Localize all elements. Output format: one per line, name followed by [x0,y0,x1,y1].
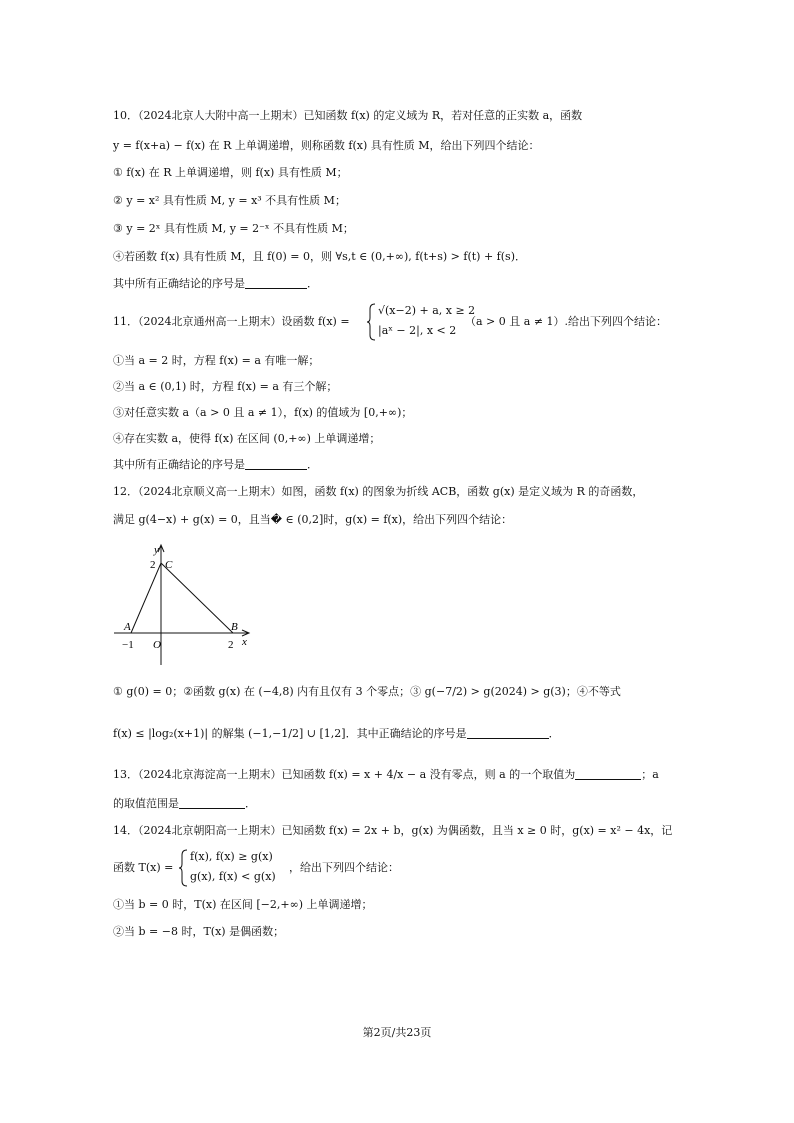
x-axis-label: x [242,636,247,648]
q12-line4: f(x) ≤ |log₂(x+1)| 的解集 (−1,−1/2] ∪ [1,2]．其中正确结论的序号是 [113,727,467,740]
origin-label: O [153,639,161,651]
x-tick-minus1: −1 [122,639,134,651]
point-C-label: C [165,559,173,571]
q12-line4-wrap: f(x) ≤ |log₂(x+1)| 的解集 (−1,−1/2] ∪ [1,2]．其中正确结论的序号是 ． [113,727,560,740]
q14-suffix: ，给出下列四个结论： [289,861,399,874]
q13-answer-blank-1 [575,767,641,780]
q11-answer-blank [245,457,307,470]
point-A-label: A [124,621,131,633]
polyline-ACB [131,563,233,633]
q10-ask: 其中所有正确结论的序号是 [113,277,245,290]
q14-case-2: g(x), f(x) < g(x) [190,870,276,883]
q11-brace [367,303,377,341]
q12-answer-blank [467,726,549,739]
q10-option-3: ③ y = 2ˣ 具有性质 M, y = 2⁻ˣ 不具有性质 M； [113,222,354,235]
q10-answer-blank [245,276,307,289]
q11-case-2: |aˣ − 2|, x < 2 [378,324,457,337]
page-footer: 第2页/共23页 [362,1026,432,1039]
q11-suffix: （a > 0 且 a ≠ 1）.给出下列四个结论： [465,315,668,328]
point-B-label: B [231,621,238,633]
q12-line3: ① g(0) = 0；②函数 g(x) 在 (−4,8) 内有且仅有 3 个零点；③ g(−7/2) > g(2024) > g(3)；④不等式 [113,685,621,698]
q14-brace [179,849,189,887]
q12-line1: 12．（2024北京顺义高一上期末）如图，函数 f(x) 的图象为折线 ACB，函数 g(x) 是定义域为 R 的奇函数， [113,485,644,498]
q11-option-3: ③对任意实数 a（a > 0 且 a ≠ 1），f(x) 的值域为 [0,+∞)； [113,406,413,419]
q10-answer-line: 其中所有正确结论的序号是 ． [113,277,318,290]
q11-answer-line: 其中所有正确结论的序号是 ． [113,458,318,471]
y-axis-label: y [154,544,159,556]
q11-option-1: ①当 a = 2 时，方程 f(x) = a 有唯一解； [113,354,320,367]
q14-prefix: 函数 T(x) = [113,861,174,874]
q10-line2: y = f(x+a) − f(x) 在 R 上单调递增，则称函数 f(x) 具有性质 M，给出下列四个结论： [113,139,540,152]
q11-option-2: ②当 a ∈ (0,1) 时，方程 f(x) = a 有三个解； [113,380,338,393]
q10-option-1: ① f(x) 在 R 上单调递增，则 f(x) 具有性质 M； [113,166,348,179]
q14-line1: 14．（2024北京朝阳高一上期末）已知函数 f(x) = 2x + b，g(x) 为偶函数，且当 x ≥ 0 时，g(x) = x² − 4x，记 [113,824,673,837]
q13-line1b: ；a [641,768,659,781]
q10-option-2: ② y = x² 具有性质 M, y = x³ 不具有性质 M； [113,194,346,207]
q13-line2-wrap: 的取值范围是 ． [113,797,256,810]
q10-option-4: ④若函数 f(x) 具有性质 M，且 f(0) = 0，则 ∀s,t ∈ (0,+∞), f(t+s) > f(t) + f(s)． [113,250,526,263]
q14-option-1: ①当 b = 0 时，T(x) 在区间 [−2,+∞) 上单调递增； [113,898,373,911]
q11-option-4: ④存在实数 a，使得 f(x) 在区间 (0,+∞) 上单调递增； [113,432,381,445]
q13-line2: 的取值范围是 [113,797,179,810]
y-tick-2: 2 [150,559,156,571]
q13-answer-blank-2 [179,796,245,809]
q14-case-1: f(x), f(x) ≥ g(x) [190,850,273,863]
q13-line1: 13．（2024北京海淀高一上期末）已知函数 f(x) = x + 4/x − a 没有零点，则 a 的一个取值为 [113,768,576,781]
q11-prefix: 11．（2024北京通州高一上期末）设函数 f(x) = [113,315,350,328]
q14-option-2: ②当 b = −8 时，T(x) 是偶函数； [113,925,285,938]
q11-ask: 其中所有正确结论的序号是 [113,458,245,471]
q12-graph-figure [110,540,260,670]
x-tick-2: 2 [228,639,234,651]
q13-line1-wrap [113,767,659,783]
q12-line2: 满足 g(4−x) + g(x) = 0，且当� ∈ (0,2]时，g(x) = f(x)，给出下列四个结论： [113,513,513,526]
q10-line1: 10．（2024北京人大附中高一上期末）已知函数 f(x) 的定义域为 R，若对任意的正实数 a，函数 [113,109,583,122]
q11-case-1: √(x−2) + a, x ≥ 2 [378,304,476,317]
